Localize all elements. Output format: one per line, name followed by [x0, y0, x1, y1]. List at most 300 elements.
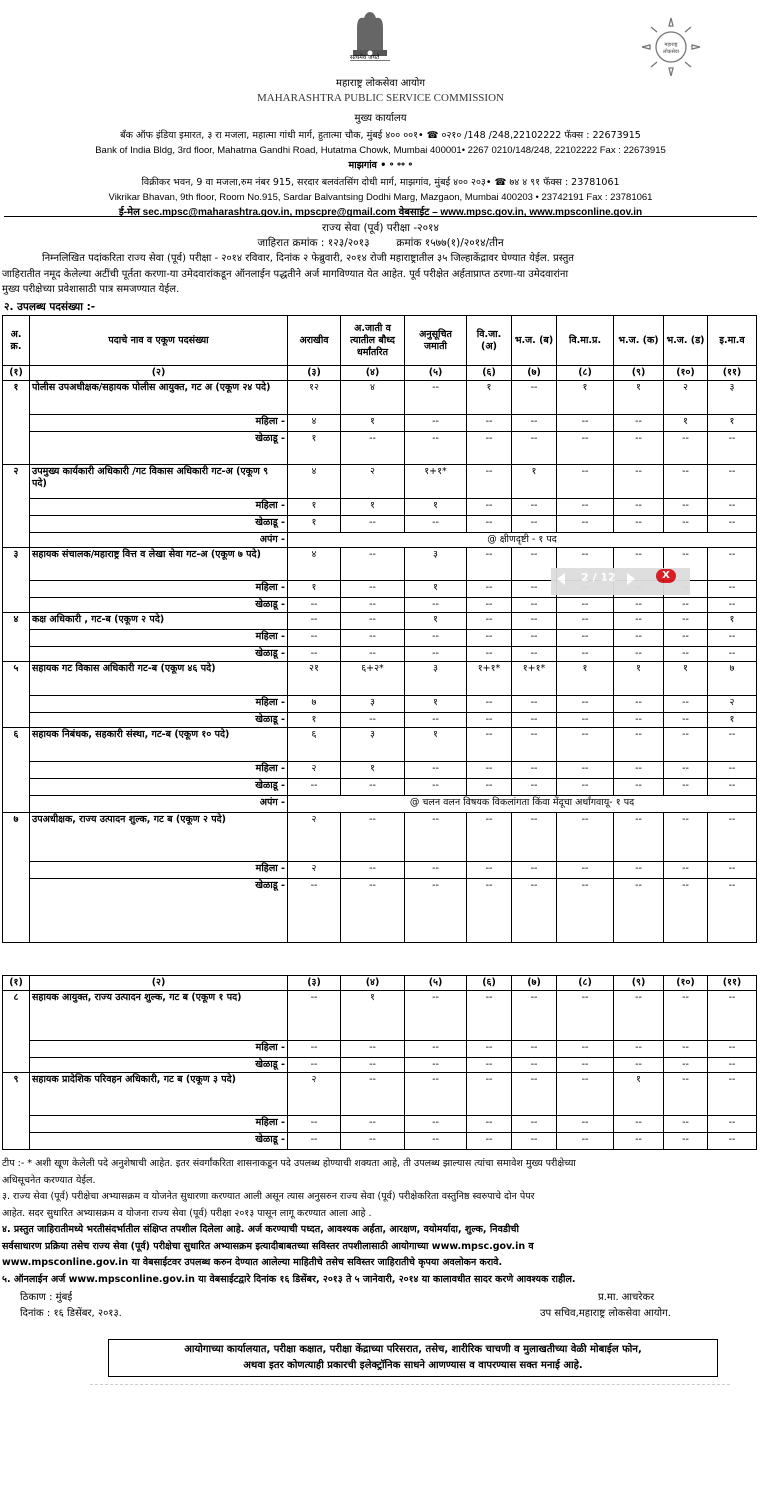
- post-value: ३: [405, 662, 467, 696]
- post-row-9: [3, 1073, 757, 1116]
- women-value: --: [288, 1116, 341, 1133]
- women-value: --: [467, 696, 512, 713]
- sports-value: --: [708, 598, 757, 613]
- post-value: --: [512, 728, 557, 762]
- post-value: --: [557, 613, 614, 630]
- sports-value: --: [614, 432, 664, 465]
- women-value: --: [512, 1041, 557, 1058]
- sports-value: --: [557, 647, 614, 662]
- post-value: --: [512, 381, 557, 415]
- signatory-name: प्र.मा. आचरेकर: [598, 1292, 655, 1303]
- note-star-line-2: अधिसूचनेत करण्यात येईल.: [2, 1174, 96, 1186]
- post-row-6: [3, 728, 757, 762]
- post-value: ६+२*: [341, 662, 405, 696]
- sports-value: --: [467, 713, 512, 728]
- emblem-motto: सत्यमेव जयते: [350, 54, 380, 61]
- note-4-line-2: सर्वसाधारण प्रक्रिया तसेच राज्य सेवा (पूर्व) परीक्षेचा सुधारित अभ्यासक्रम इत्यादीबाबतच्या सविस्तर तपशीलासाठी आयोगाच्या www.mpsc.gov.in व: [2, 1240, 534, 1252]
- post-value: --: [557, 991, 614, 1041]
- column-number: (१): [3, 366, 30, 381]
- post-name: कक्ष अधिकारी , गट-ब (एकूण २ पदे): [30, 613, 288, 630]
- post-value: --: [288, 613, 341, 630]
- post-value: ४: [288, 465, 341, 499]
- disabled-row: [3, 796, 757, 813]
- women-value: --: [467, 581, 512, 598]
- post-value: --: [405, 991, 467, 1041]
- post-value: --: [557, 465, 614, 499]
- chevron-left-icon[interactable]: [557, 573, 565, 585]
- post-value: --: [557, 1073, 614, 1116]
- women-label: महिला -: [30, 862, 288, 879]
- sports-value: --: [557, 879, 614, 943]
- sports-value: --: [467, 432, 512, 465]
- page-indicator: 2 / 12: [581, 571, 616, 584]
- branch-title: माझगांव • ॰ ॰॰ ॰: [348, 160, 413, 171]
- sports-value: --: [708, 516, 757, 533]
- women-value: --: [708, 581, 757, 598]
- notice-line-1: आयोगाच्या कार्यालयात, परीक्षा कक्षात, परीक्षा केंद्राच्या परिसरात, तसेच, शारीरिक चाचणी व मुलाखतीच्या वेळी मोबाईल फोन,: [184, 1344, 642, 1355]
- post-value: --: [614, 465, 664, 499]
- sports-row: [3, 713, 757, 728]
- women-value: २: [708, 696, 757, 713]
- office-title: मुख्य कार्यालय: [354, 113, 407, 124]
- women-value: --: [708, 762, 757, 779]
- post-value: ६: [288, 728, 341, 762]
- note-4-line-3: www.mpsconline.gov.in या वेबसाईटवर उपलब्ध करुन देण्यात आलेल्या माहितीचे तसेच सविस्तर जाहिरातीचे कृपया अवलोकन करावे.: [2, 1257, 503, 1268]
- sports-value: --: [614, 713, 664, 728]
- svg-text:लोकसेवा: लोकसेवा: [663, 49, 679, 55]
- sports-value: १: [708, 713, 757, 728]
- sports-value: --: [512, 713, 557, 728]
- women-value: १: [405, 581, 467, 598]
- women-value: --: [708, 862, 757, 879]
- column-header: अ. क्र.: [3, 316, 30, 366]
- sports-value: --: [341, 598, 405, 613]
- women-value: --: [557, 1041, 614, 1058]
- post-value: १: [664, 662, 708, 696]
- women-value: २: [288, 862, 341, 879]
- sports-value: --: [614, 647, 664, 662]
- post-value: --: [341, 613, 405, 630]
- place: ठिकाण : मुंबई: [20, 1292, 73, 1303]
- sports-row: [3, 879, 757, 943]
- post-value: ३: [708, 381, 757, 415]
- post-name: सहायक संचालक/महाराष्ट्र वित्त व लेखा सेवा गट-अ (एकूण ७ पदे): [30, 548, 288, 581]
- sports-label: खेळाडू -: [30, 647, 288, 662]
- sports-value: --: [557, 713, 614, 728]
- column-number: (२): [30, 366, 288, 381]
- women-value: --: [405, 1041, 467, 1058]
- women-value: --: [557, 862, 614, 879]
- sports-value: --: [708, 1058, 757, 1073]
- intro-line-1: निम्नलिखित पदांकरिता राज्य सेवा (पूर्व) परीक्षा - २०१४ रविवार, दिनांक २ फेब्रुवारी, २०१४ रोजी महाराष्ट्रातील ३५ जिल्हाकेंद्रावर घेण्यात येईल. प्रस्तुत: [42, 253, 575, 264]
- post-value: --: [614, 613, 664, 630]
- column-number: (३): [288, 366, 341, 381]
- sports-row: [3, 1133, 757, 1150]
- post-value: --: [405, 381, 467, 415]
- column-header: भ.ज. (ब): [512, 316, 557, 366]
- post-value: --: [341, 1073, 405, 1116]
- post-number: २: [3, 465, 30, 548]
- women-row: [3, 696, 757, 713]
- women-value: --: [557, 630, 614, 647]
- women-value: --: [405, 1116, 467, 1133]
- women-label: महिला -: [30, 696, 288, 713]
- women-value: १: [664, 415, 708, 432]
- women-row: [3, 762, 757, 779]
- sports-value: --: [708, 879, 757, 943]
- post-value: १: [614, 662, 664, 696]
- note-star-line-1: टीप :- * अशी खूण केलेली पदे अनुशेषाची आहेत. इतर संवर्गांकरिता शासनाकडून पदे उपलब्ध होण्याची शक्यता आहे, ती उपलब्ध झाल्यास त्यांचा समावेश मुख्य परीक्षेच्या: [2, 1158, 576, 1169]
- women-value: १: [288, 581, 341, 598]
- column-number: (९): [614, 976, 664, 991]
- post-value: २: [341, 465, 405, 499]
- post-value: १: [614, 381, 664, 415]
- sports-value: --: [288, 598, 341, 613]
- post-value: १+१*: [512, 662, 557, 696]
- sports-value: --: [512, 516, 557, 533]
- sports-value: --: [405, 647, 467, 662]
- post-value: --: [341, 813, 405, 862]
- post-number: ८: [3, 991, 30, 1073]
- exam-title: राज्य सेवा (पूर्व) परीक्षा -२०१४: [322, 222, 439, 234]
- women-value: १: [341, 499, 405, 516]
- post-value: --: [512, 1073, 557, 1116]
- sports-value: --: [664, 516, 708, 533]
- post-number: ७: [3, 813, 30, 943]
- sports-row: [3, 1058, 757, 1073]
- column-header: भ.ज. (ड): [664, 316, 708, 366]
- post-value: --: [664, 813, 708, 862]
- sports-value: --: [341, 1133, 405, 1150]
- sports-value: --: [467, 1058, 512, 1073]
- post-value: --: [467, 548, 512, 581]
- post-value: १: [405, 613, 467, 630]
- women-value: --: [664, 630, 708, 647]
- sports-value: --: [288, 779, 341, 796]
- sports-value: --: [467, 779, 512, 796]
- close-button[interactable]: X: [656, 569, 676, 583]
- sports-value: --: [708, 779, 757, 796]
- posts-table-page2: [2, 975, 757, 1150]
- sports-label: खेळाडू -: [30, 1133, 288, 1150]
- sports-value: --: [512, 647, 557, 662]
- women-value: --: [512, 862, 557, 879]
- women-value: --: [467, 862, 512, 879]
- note-4-line-1: ४. प्रस्तुत जाहिरातीमध्ये भरतीसंदर्भातील संक्षिप्त तपशील दिलेला आहे. अर्ज करण्याची पध्दत, आवश्यक अर्हता, आरक्षण, वयोमर्यादा, शुल्क, निवडीची: [2, 1224, 519, 1235]
- women-value: --: [664, 499, 708, 516]
- sports-row: [3, 647, 757, 662]
- women-label: महिला -: [30, 499, 288, 516]
- signatory-title: उप सचिव,महाराष्ट्र लोकसेवा आयोग.: [540, 1308, 671, 1319]
- sports-label: खेळाडू -: [30, 713, 288, 728]
- post-value: --: [708, 728, 757, 762]
- column-number: (५): [405, 366, 467, 381]
- post-value: १+१*: [405, 465, 467, 499]
- sports-value: --: [405, 1133, 467, 1150]
- post-name: सहायक गट विकास अधिकारी गट-ब (एकूण ४६ पदे): [30, 662, 288, 696]
- sports-value: --: [512, 1058, 557, 1073]
- column-number: (२): [30, 976, 288, 991]
- post-value: --: [467, 813, 512, 862]
- column-number: (११): [708, 976, 757, 991]
- sports-value: --: [467, 647, 512, 662]
- women-value: --: [467, 762, 512, 779]
- women-value: --: [708, 1041, 757, 1058]
- sports-value: --: [664, 779, 708, 796]
- sports-value: --: [708, 647, 757, 662]
- sports-value: --: [288, 879, 341, 943]
- women-value: १: [288, 499, 341, 516]
- women-value: --: [288, 630, 341, 647]
- sports-value: १: [288, 516, 341, 533]
- post-value: ७: [708, 662, 757, 696]
- women-row: [3, 499, 757, 516]
- women-value: --: [341, 1116, 405, 1133]
- sports-value: --: [405, 713, 467, 728]
- sports-value: --: [557, 779, 614, 796]
- sports-value: --: [664, 432, 708, 465]
- post-value: १२: [288, 381, 341, 415]
- sports-value: --: [405, 879, 467, 943]
- post-value: २: [664, 381, 708, 415]
- women-value: --: [664, 1116, 708, 1133]
- women-label: महिला -: [30, 1116, 288, 1133]
- post-value: --: [614, 813, 664, 862]
- table-header-row: [3, 316, 757, 366]
- post-row-1: [3, 381, 757, 415]
- sports-value: --: [512, 598, 557, 613]
- women-value: --: [557, 499, 614, 516]
- post-number: ४: [3, 613, 30, 662]
- post-value: ४: [341, 381, 405, 415]
- women-value: --: [512, 499, 557, 516]
- column-number: (९): [614, 366, 664, 381]
- column-number: (१०): [664, 366, 708, 381]
- women-value: --: [341, 581, 405, 598]
- disabled-note: @ क्षीणदृष्टी - १ पद: [288, 533, 757, 548]
- women-value: १: [405, 696, 467, 713]
- post-name: उपअधीक्षक, राज्य उत्पादन शुल्क, गट ब (एकूण २ पदे): [30, 813, 288, 862]
- post-value: --: [405, 1073, 467, 1116]
- post-value: --: [614, 728, 664, 762]
- sports-value: --: [405, 432, 467, 465]
- women-value: --: [614, 415, 664, 432]
- sports-value: --: [341, 516, 405, 533]
- sports-value: --: [467, 1133, 512, 1150]
- post-number: ६: [3, 728, 30, 813]
- women-row: [3, 1116, 757, 1133]
- address-marathi: बँक ऑफ इंडिया इमारत, ३ रा मजला, महात्मा गांधी मार्ग, हुतात्मा चौक, मुंबई ४०० ००१• ☎ ०२१० /148 /248,22102222 फॅक्स : 22673915: [120, 130, 641, 141]
- sports-value: --: [341, 432, 405, 465]
- women-value: --: [288, 1041, 341, 1058]
- sports-value: --: [405, 779, 467, 796]
- women-value: --: [467, 415, 512, 432]
- women-value: --: [512, 581, 557, 598]
- women-value: --: [557, 415, 614, 432]
- women-value: ७: [288, 696, 341, 713]
- sports-value: --: [288, 647, 341, 662]
- post-value: --: [664, 991, 708, 1041]
- post-value: --: [512, 548, 557, 581]
- sports-value: --: [664, 647, 708, 662]
- post-number: ५: [3, 662, 30, 728]
- disabled-label: अपंग -: [30, 796, 288, 813]
- post-row-4: [3, 613, 757, 630]
- sports-value: --: [557, 598, 614, 613]
- women-value: --: [341, 630, 405, 647]
- sports-value: --: [341, 879, 405, 943]
- sports-value: --: [664, 598, 708, 613]
- women-value: --: [614, 1116, 664, 1133]
- post-value: --: [664, 465, 708, 499]
- post-value: --: [467, 465, 512, 499]
- sports-value: --: [614, 1133, 664, 1150]
- women-label: महिला -: [30, 415, 288, 432]
- post-value: --: [557, 548, 614, 581]
- women-label: महिला -: [30, 630, 288, 647]
- women-value: --: [512, 1116, 557, 1133]
- post-row-2: [3, 465, 757, 499]
- post-value: २१: [288, 662, 341, 696]
- column-number-row: [3, 366, 757, 381]
- sports-value: --: [664, 879, 708, 943]
- post-value: --: [405, 813, 467, 862]
- women-value: --: [467, 1041, 512, 1058]
- post-value: --: [708, 548, 757, 581]
- women-value: --: [405, 762, 467, 779]
- column-number: (३): [288, 976, 341, 991]
- post-value: --: [708, 465, 757, 499]
- column-number: (५): [405, 976, 467, 991]
- sports-row: [3, 516, 757, 533]
- post-number: ३: [3, 548, 30, 613]
- column-number: (८): [557, 366, 614, 381]
- sports-label: खेळाडू -: [30, 516, 288, 533]
- note-5: ५. ऑनलाईन अर्ज www.mpsconline.gov.in या वेबसाईटद्वारे दिनांक १६ डिसेंबर, २०१३ ते ५ जानेवारी, २०१४ या कालावधीत सादर करणे आवश्यक राहील.: [2, 1273, 576, 1285]
- post-value: १: [614, 1073, 664, 1116]
- women-value: --: [614, 696, 664, 713]
- women-row: [3, 862, 757, 879]
- women-value: --: [708, 630, 757, 647]
- post-value: --: [341, 548, 405, 581]
- column-number: (१): [3, 976, 30, 991]
- women-value: --: [664, 862, 708, 879]
- post-value: १: [405, 728, 467, 762]
- sports-value: --: [614, 779, 664, 796]
- post-value: --: [467, 1073, 512, 1116]
- women-value: --: [341, 862, 405, 879]
- sports-label: खेळाडू -: [30, 598, 288, 613]
- post-value: --: [708, 991, 757, 1041]
- women-value: --: [557, 1116, 614, 1133]
- column-number: (७): [512, 366, 557, 381]
- women-value: १: [405, 499, 467, 516]
- sports-label: खेळाडू -: [30, 879, 288, 943]
- sports-value: --: [614, 879, 664, 943]
- women-row: [3, 630, 757, 647]
- pdf-page-navigator: [551, 568, 690, 595]
- branch-address-marathi: विक्रीकर भवन, 9 वा मजला,रुम नंबर 915, सरदार बलवंतसिंग दोधी मार्ग, माझगांव, मुंबई ४०० २०३• ☎ ७४ ४ ९१ फॅक्स : 23781061: [141, 177, 620, 188]
- post-value: --: [614, 548, 664, 581]
- note-3-line-1: ३. राज्य सेवा (पूर्व) परीक्षेचा अभ्यासक्रम व योजनेत सुधारणा करण्यात आली असून त्यास अनुसरुन राज्य सेवा (पूर्व) परीक्षेकरिता वस्तुनिष्ठ स्वरुपाचे दोन पेपर: [2, 1191, 535, 1202]
- sports-value: --: [405, 516, 467, 533]
- women-value: --: [467, 630, 512, 647]
- women-value: --: [467, 1116, 512, 1133]
- post-value: ३: [341, 728, 405, 762]
- post-value: २: [288, 813, 341, 862]
- commission-name-english: MAHARASHTRA PUBLIC SERVICE COMMISSION: [257, 92, 504, 104]
- post-value: १: [557, 381, 614, 415]
- women-value: --: [614, 499, 664, 516]
- post-value: १: [512, 465, 557, 499]
- sports-value: --: [557, 516, 614, 533]
- women-value: --: [664, 762, 708, 779]
- women-value: --: [708, 499, 757, 516]
- notice-line-2: अथवा इतर कोणत्याही प्रकारची इलेक्ट्रॉनिक साधने आणण्यास व वापरण्यास सक्त मनाई आहे.: [243, 1360, 583, 1371]
- commission-name-marathi: महाराष्ट्र लोकसेवा आयोग: [336, 78, 425, 89]
- post-value: १: [557, 662, 614, 696]
- sports-label: खेळाडू -: [30, 432, 288, 465]
- column-number: (४): [341, 366, 405, 381]
- note-3-line-2: आहेत. सदर सुधारित अभ्यासक्रम व योजना राज्य सेवा (पूर्व) परीक्षा २०१३ पासून लागू करण्यात आला आहे .: [2, 1207, 372, 1219]
- column-number: (६): [467, 366, 512, 381]
- column-header: वि.जा. (अ): [467, 316, 512, 366]
- sports-value: --: [512, 779, 557, 796]
- women-value: --: [664, 696, 708, 713]
- women-value: --: [708, 1116, 757, 1133]
- column-header: भ.ज. (क): [614, 316, 664, 366]
- post-value: --: [557, 728, 614, 762]
- post-value: --: [664, 1073, 708, 1116]
- disabled-label: अपंग -: [30, 533, 288, 548]
- women-value: २: [288, 762, 341, 779]
- sports-value: --: [557, 1133, 614, 1150]
- sports-value: --: [664, 713, 708, 728]
- women-value: --: [614, 630, 664, 647]
- women-value: --: [341, 1041, 405, 1058]
- sports-value: --: [341, 1058, 405, 1073]
- sports-value: --: [708, 432, 757, 465]
- advertisement-number: जाहिरात क्रमांक : १२३/२०१३ क्रमांक १५७७(१)/२०१४/तीन: [257, 237, 504, 249]
- sports-value: --: [557, 1058, 614, 1073]
- column-number: (७): [512, 976, 557, 991]
- sports-value: --: [614, 1058, 664, 1073]
- column-header: अनुसूचित जमाती: [405, 316, 467, 366]
- women-value: --: [557, 762, 614, 779]
- post-number: १: [3, 381, 30, 465]
- sports-value: --: [614, 516, 664, 533]
- women-value: --: [664, 1041, 708, 1058]
- column-header: अराखीव: [288, 316, 341, 366]
- post-value: --: [664, 728, 708, 762]
- column-number: (१०): [664, 976, 708, 991]
- contact-line: ई-मेल sec.mpsc@maharashtra.gov.in, mpscpre@gmail.com वेबसाईट – www.mpsc.gov.in, www.mpsconline.gov.in: [118, 207, 643, 218]
- sports-value: --: [664, 1133, 708, 1150]
- chevron-right-icon[interactable]: [627, 573, 635, 585]
- svg-text:महाराष्ट्र: महाराष्ट्र: [664, 42, 678, 48]
- post-value: --: [614, 991, 664, 1041]
- women-value: १: [341, 415, 405, 432]
- posts-table-page1: [2, 315, 757, 943]
- sports-label: खेळाडू -: [30, 1058, 288, 1073]
- section-title: २. उपलब्ध पदसंख्या :-: [4, 301, 96, 313]
- sports-value: --: [512, 432, 557, 465]
- sports-value: --: [341, 779, 405, 796]
- column-header: इ.मा.व: [708, 316, 757, 366]
- column-number: (८): [557, 976, 614, 991]
- women-value: १: [341, 762, 405, 779]
- sports-value: --: [405, 1058, 467, 1073]
